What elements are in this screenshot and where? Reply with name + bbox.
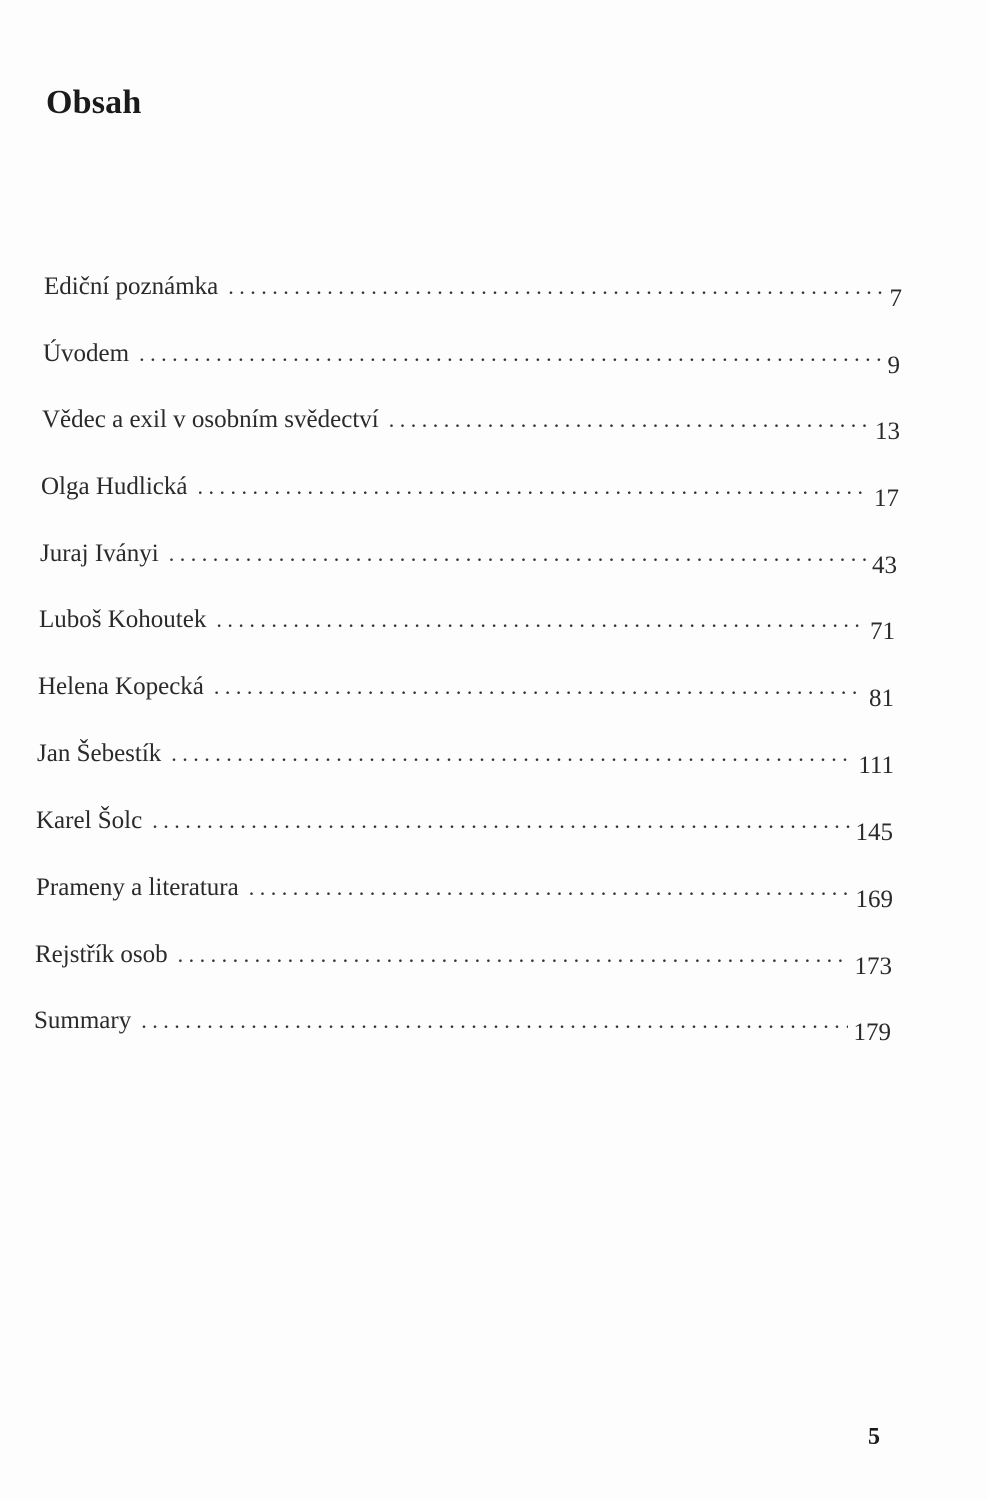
toc-entry-title: Prameny a literatura [36,874,239,901]
toc-entry-title: Ediční poznámka [44,273,219,300]
toc-entry-page: 43 [872,552,897,579]
toc-entry-page: 13 [875,418,900,445]
page-number: 5 [868,1424,880,1450]
dot-leader [152,806,849,836]
dot-leader [197,472,868,502]
dot-leader [139,339,881,369]
toc-entry-page: 169 [855,886,893,913]
dot-leader [214,672,863,702]
toc-entry-title: Juraj Iványi [40,540,159,567]
toc-entry [38,672,894,712]
toc-entry [36,873,893,913]
toc-entry-page: 17 [874,485,899,512]
toc-entry [42,405,900,445]
toc-entry-title: Summary [34,1007,132,1034]
toc-entry-title: Luboš Kohoutek [39,606,207,633]
dot-leader [178,940,849,970]
toc-entry-title: Jan Šebestík [37,740,162,767]
toc-entry-page: 145 [855,819,893,846]
page-title: Obsah [46,84,142,121]
toc-entry [37,739,894,779]
toc-entry-title: Vědec a exil v osobním svědectví [42,406,379,433]
toc-entry [43,339,900,379]
toc-entry [36,806,893,846]
toc-entry [35,940,892,980]
dot-leader [389,405,869,435]
toc-entry-page: 7 [889,285,902,312]
toc-entry-title: Olga Hudlická [41,473,188,500]
toc-entry [40,539,897,579]
toc-entry-page: 9 [887,352,900,379]
toc-entry-title: Karel Šolc [36,807,143,834]
dot-leader [141,1006,847,1036]
toc-entry-page: 179 [853,1019,891,1046]
toc-entry [34,1006,891,1046]
toc-entry-title: Úvodem [43,340,130,367]
toc-entry-title: Helena Kopecká [38,673,204,700]
toc-entry [39,605,895,645]
toc-entry [44,272,902,312]
toc-entry-page: 81 [869,685,894,712]
dot-leader [169,539,866,569]
toc-entry-page: 71 [870,618,895,645]
toc-entry-page: 173 [854,953,892,980]
toc-entry-page: 111 [858,752,894,779]
dot-leader [216,605,864,635]
dot-leader [171,739,852,769]
dot-leader [228,272,883,302]
dot-leader [249,873,850,903]
toc-entry [41,472,899,512]
toc-entry-title: Rejstřík osob [35,941,168,968]
